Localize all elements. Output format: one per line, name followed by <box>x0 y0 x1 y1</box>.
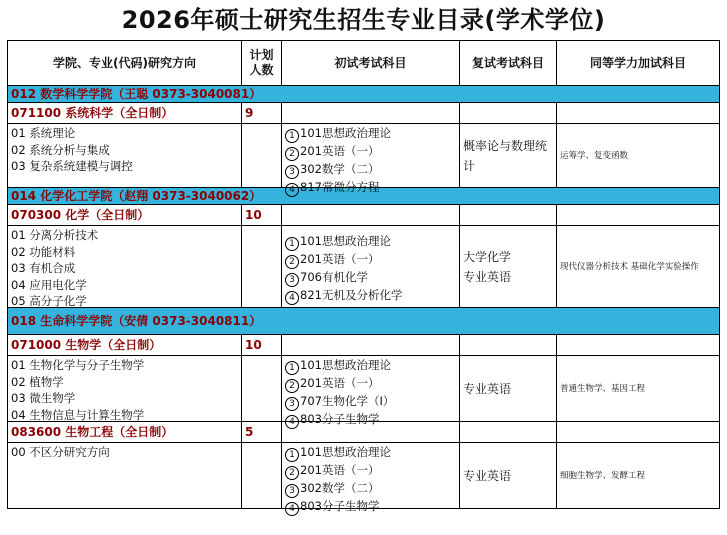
major-empty-cell <box>557 335 720 356</box>
quota-empty-cell <box>242 226 282 308</box>
circled-number: 2 <box>285 255 299 269</box>
catalog-table <box>7 40 720 514</box>
major-empty-cell <box>460 335 557 356</box>
retest-cell <box>460 356 557 422</box>
college-label: 014 化学化工学院（赵翔 0373-3040062） <box>8 188 720 205</box>
major-empty-cell <box>557 103 720 124</box>
retest-item: 大学化学 <box>463 249 512 264</box>
major-quota: 9 <box>242 103 282 124</box>
exam-subject-item <box>285 498 456 516</box>
major-detail-row <box>8 226 720 308</box>
direction-item: 01 系统理论 <box>11 126 76 140</box>
exam-subject-item <box>285 143 456 161</box>
header-extra-subjects: 同等学力加试科目 <box>557 41 720 86</box>
major-name: 071000 生物学（全日制） <box>8 335 242 356</box>
circled-number: 2 <box>285 147 299 161</box>
major-row <box>8 103 720 124</box>
directions-cell <box>8 443 242 509</box>
direction-item: 02 系统分析与集成 <box>11 142 110 157</box>
header-row <box>8 41 720 86</box>
major-empty-cell <box>460 103 557 124</box>
exam-subject-item <box>285 444 456 462</box>
exam-subject-item <box>285 287 456 305</box>
major-detail-row <box>8 124 720 188</box>
major-empty-cell <box>282 205 460 226</box>
direction-item: 04 生物信息与计算生物学 <box>11 407 145 422</box>
circled-number: 4 <box>285 291 299 305</box>
major-empty-cell <box>282 103 460 124</box>
direction-item: 01 分离分析技术 <box>11 228 99 242</box>
major-empty-cell <box>557 422 720 443</box>
major-empty-cell <box>460 422 557 443</box>
retest-cell <box>460 226 557 308</box>
circled-number: 3 <box>285 484 299 498</box>
major-quota: 10 <box>242 205 282 226</box>
direction-item: 03 微生物学 <box>11 391 76 405</box>
major-name: 083600 生物工程（全日制） <box>8 422 242 443</box>
exam-subject-item <box>285 251 456 269</box>
header-retest-subjects: 复试考试科目 <box>460 41 557 86</box>
circled-number: 1 <box>285 129 299 143</box>
retest-item: 专业英语 <box>463 269 512 284</box>
circled-number: 4 <box>285 415 299 429</box>
major-name: 071100 系统科学（全日制） <box>8 103 242 124</box>
direction-item: 02 功能材料 <box>11 244 76 259</box>
exam-subject-item <box>285 393 456 411</box>
major-detail-row <box>8 356 720 422</box>
college-row <box>8 308 720 335</box>
circled-number: 3 <box>285 397 299 411</box>
exam-subjects-cell <box>282 226 460 308</box>
direction-item: 04 应用电化学 <box>11 277 87 292</box>
exam-subject-text: 803分子生物学 <box>300 412 380 426</box>
circled-number: 1 <box>285 448 299 462</box>
extra-subjects-cell: 普通生物学、基因工程 <box>557 356 720 422</box>
exam-subject-item <box>285 357 456 375</box>
exam-subject-item <box>285 125 456 143</box>
exam-subject-text: 101思想政治理论 <box>300 234 391 248</box>
exam-subject-text: 101思想政治理论 <box>300 358 391 372</box>
circled-number: 2 <box>285 466 299 480</box>
quota-empty-cell <box>242 443 282 509</box>
circled-number: 4 <box>285 502 299 516</box>
major-quota: 10 <box>242 335 282 356</box>
exam-subject-text: 201英语（一） <box>300 463 380 477</box>
retest-cell <box>460 124 557 188</box>
directions-cell <box>8 124 242 188</box>
header-quota-line2: 人数 <box>249 63 274 77</box>
circled-number: 2 <box>285 379 299 393</box>
college-label: 012 数学科学学院（王聪 0373-3040081） <box>8 86 720 103</box>
directions-cell <box>8 226 242 308</box>
major-name: 070300 化学（全日制） <box>8 205 242 226</box>
exam-subject-text: 302数学（二） <box>300 162 380 176</box>
direction-item: 03 有机合成 <box>11 261 76 275</box>
exam-subject-text: 707生物化学（Ⅰ） <box>300 394 395 408</box>
extra-subjects-cell: 细胞生物学、发酵工程 <box>557 443 720 509</box>
circled-number: 3 <box>285 165 299 179</box>
exam-subject-text: 803分子生物学 <box>300 499 380 513</box>
exam-subject-item <box>285 269 456 287</box>
header-exam-subjects: 初试考试科目 <box>282 41 460 86</box>
direction-item: 03 复杂系统建模与调控 <box>11 159 133 173</box>
retest-cell <box>460 443 557 509</box>
exam-subject-item <box>285 161 456 179</box>
exam-subject-text: 101思想政治理论 <box>300 126 391 140</box>
extra-subjects-cell: 运筹学、复变函数 <box>557 124 720 188</box>
retest-item: 概率论与数理统 <box>463 138 548 153</box>
exam-subject-text: 302数学（二） <box>300 481 380 495</box>
exam-subject-item <box>285 233 456 251</box>
major-empty-cell <box>282 335 460 356</box>
header-quota <box>242 41 282 86</box>
direction-item: 02 植物学 <box>11 374 64 389</box>
circled-number: 1 <box>285 237 299 251</box>
major-detail-row <box>8 443 720 509</box>
exam-subjects-cell <box>282 124 460 195</box>
exam-subject-text: 817常微分方程 <box>300 180 380 194</box>
exam-subjects-cell <box>282 356 460 427</box>
quota-empty-cell <box>242 124 282 188</box>
circled-number: 1 <box>285 361 299 375</box>
retest-item: 计 <box>463 158 476 173</box>
direction-item: 01 生物化学与分子生物学 <box>11 358 145 372</box>
quota-empty-cell <box>242 356 282 422</box>
circled-number: 4 <box>285 183 299 197</box>
direction-item: 00 不区分研究方向 <box>11 445 110 459</box>
exam-subject-text: 706有机化学 <box>300 270 368 284</box>
exam-subject-item <box>285 480 456 498</box>
exam-subject-item <box>285 462 456 480</box>
exam-subject-text: 101思想政治理论 <box>300 445 391 459</box>
directions-cell <box>8 356 242 422</box>
exam-subject-item <box>285 375 456 393</box>
exam-subject-text: 201英语（一） <box>300 144 380 158</box>
direction-item: 05 高分子化学 <box>11 294 87 308</box>
major-quota: 5 <box>242 422 282 443</box>
exam-subject-text: 821无机及分析化学 <box>300 288 403 302</box>
major-row <box>8 205 720 226</box>
major-row <box>8 335 720 356</box>
exam-subject-text: 201英语（一） <box>300 252 380 266</box>
header-quota-line1: 计划 <box>249 48 274 62</box>
extra-subjects-cell: 现代仪器分析技术 基础化学实验操作 <box>557 226 720 308</box>
college-label: 018 生命科学学院（安倩 0373-3040811） <box>8 308 720 335</box>
page-title: 2026年硕士研究生招生专业目录(学术学位) <box>121 6 606 34</box>
major-empty-cell <box>460 205 557 226</box>
exam-subject-text: 201英语（一） <box>300 376 380 390</box>
header-college-major: 学院、专业(代码)研究方向 <box>8 41 242 86</box>
circled-number: 3 <box>285 273 299 287</box>
college-row <box>8 86 720 103</box>
retest-item: 专业英语 <box>463 468 512 483</box>
exam-subjects-cell <box>282 443 460 514</box>
major-empty-cell <box>557 205 720 226</box>
retest-item: 专业英语 <box>463 381 512 396</box>
